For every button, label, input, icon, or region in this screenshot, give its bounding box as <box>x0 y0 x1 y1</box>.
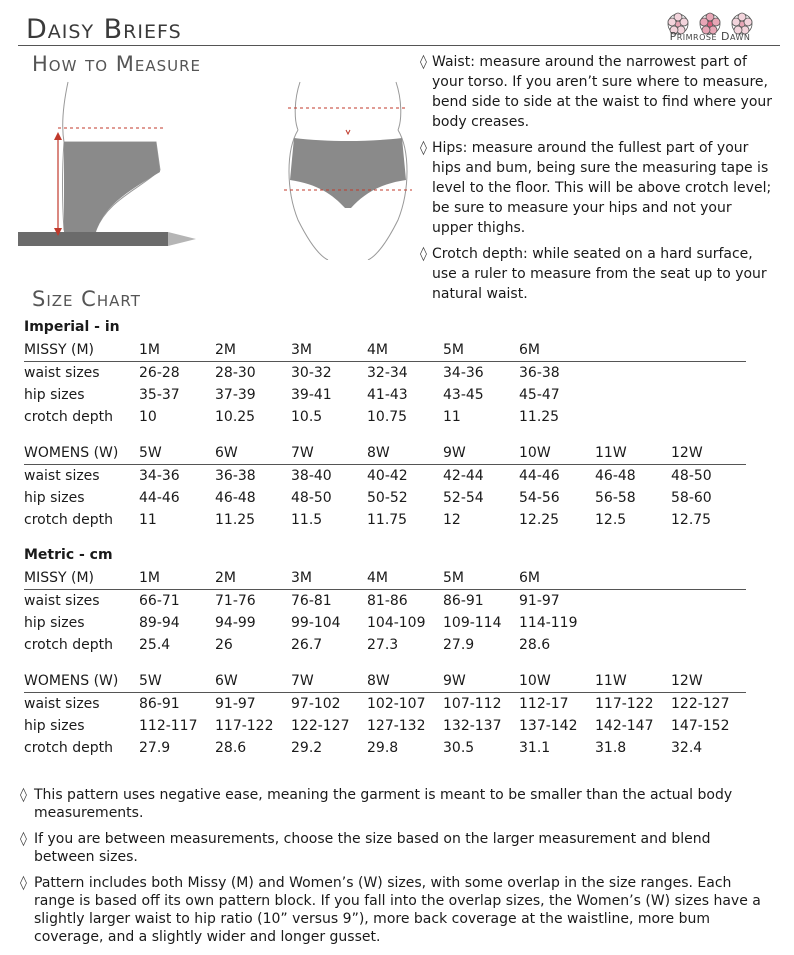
table-cell: 97-102 <box>291 696 341 712</box>
table-cell: 11.25 <box>215 512 256 528</box>
table-cell: 54-56 <box>519 490 560 506</box>
size-label: 5M <box>443 342 464 358</box>
table-cell: 10.75 <box>367 409 408 425</box>
size-label: 12W <box>671 673 703 689</box>
note-item <box>20 786 772 822</box>
table-header-row <box>24 442 746 465</box>
size-label: 9W <box>443 445 466 461</box>
table-cell: 10.5 <box>291 409 323 425</box>
imperial-missy-table <box>24 339 746 428</box>
size-label: 11W <box>595 673 627 689</box>
table-cell: 132-137 <box>443 718 502 734</box>
table-cell: 11 <box>139 512 157 528</box>
table-cell: 71-76 <box>215 593 256 609</box>
table-row <box>24 590 746 612</box>
table-cell: 39-41 <box>291 387 332 403</box>
table-cell: 26 <box>215 637 233 653</box>
size-label: 6M <box>519 570 540 586</box>
table-cell: 107-112 <box>443 696 502 712</box>
row-label: waist sizes <box>24 468 100 484</box>
table-cell: 12.75 <box>671 512 712 528</box>
table-cell: 31.1 <box>519 740 551 756</box>
imperial-womens-table <box>24 442 746 531</box>
table-header-row <box>24 670 746 693</box>
size-label: 9W <box>443 673 466 689</box>
table-cell: 43-45 <box>443 387 484 403</box>
table-cell: 32-34 <box>367 365 408 381</box>
table-cell: 12.5 <box>595 512 627 528</box>
size-label: 8W <box>367 445 390 461</box>
size-label: 10W <box>519 445 551 461</box>
table-cell: 28-30 <box>215 365 256 381</box>
table-cell: 11 <box>443 409 461 425</box>
size-label: 4M <box>367 570 388 586</box>
size-label: 11W <box>595 445 627 461</box>
pattern-notes <box>20 786 772 954</box>
diamond-icon: ◊ <box>20 831 27 847</box>
table-cell: 26.7 <box>291 637 323 653</box>
size-label: 7W <box>291 445 314 461</box>
table-cell: 46-48 <box>215 490 256 506</box>
row-label: hip sizes <box>24 615 85 631</box>
table-cell: 117-122 <box>595 696 654 712</box>
instruction-hips <box>420 138 776 238</box>
table-row <box>24 487 746 509</box>
note-item <box>20 830 772 866</box>
table-cell: 46-48 <box>595 468 636 484</box>
table-cell: 147-152 <box>671 718 730 734</box>
range-label: WOMENS (W) <box>24 445 119 461</box>
table-row <box>24 384 746 406</box>
diamond-icon: ◊ <box>420 246 427 262</box>
table-cell: 32.4 <box>671 740 703 756</box>
table-row <box>24 693 746 715</box>
table-row <box>24 715 746 737</box>
row-label: crotch depth <box>24 512 113 528</box>
table-row <box>24 509 746 531</box>
table-cell: 11.5 <box>291 512 323 528</box>
size-label: 3M <box>291 570 312 586</box>
table-cell: 104-109 <box>367 615 426 631</box>
row-label: crotch depth <box>24 740 113 756</box>
row-label: waist sizes <box>24 365 100 381</box>
table-cell: 56-58 <box>595 490 636 506</box>
front-view-figure <box>284 82 412 260</box>
table-cell: 142-147 <box>595 718 654 734</box>
row-label: hip sizes <box>24 387 85 403</box>
table-cell: 31.8 <box>595 740 627 756</box>
size-label: 6W <box>215 673 238 689</box>
instruction-text: Crotch depth: while seated on a hard surface, use a ruler to measure from the seat up to your natural waist. <box>432 246 767 302</box>
table-cell: 117-122 <box>215 718 274 734</box>
measure-instructions <box>420 52 776 310</box>
size-label: 6W <box>215 445 238 461</box>
table-cell: 50-52 <box>367 490 408 506</box>
range-label: MISSY (M) <box>24 570 94 586</box>
table-cell: 12 <box>443 512 461 528</box>
note-text: If you are between measurements, choose the size based on the larger measurement and blend between sizes. <box>34 831 711 865</box>
table-cell: 102-107 <box>367 696 426 712</box>
table-cell: 27.3 <box>367 637 399 653</box>
range-label: WOMENS (W) <box>24 673 119 689</box>
table-cell: 34-36 <box>443 365 484 381</box>
row-label: crotch depth <box>24 409 113 425</box>
table-row <box>24 465 746 487</box>
table-cell: 86-91 <box>139 696 180 712</box>
table-cell: 112-117 <box>139 718 198 734</box>
table-cell: 11.75 <box>367 512 408 528</box>
range-label: MISSY (M) <box>24 342 94 358</box>
size-label: 6M <box>519 342 540 358</box>
diamond-icon: ◊ <box>20 875 27 891</box>
table-cell: 35-37 <box>139 387 180 403</box>
table-cell: 27.9 <box>443 637 475 653</box>
table-cell: 52-54 <box>443 490 484 506</box>
size-label: 1M <box>139 342 160 358</box>
metric-womens-table <box>24 670 746 759</box>
note-text: Pattern includes both Missy (M) and Women’s (W) sizes, with some overlap in the size ranges. Each range is based off its own pattern block. If you fall into the overlap sizes, the Women’s (W) sizes have a slightly larger waist to hip ratio (10” versus 9”), more back coverage at the waistline, more bum coverage, and a slightly wider and longer gusset. <box>34 875 761 945</box>
size-label: 12W <box>671 445 703 461</box>
table-row <box>24 362 746 384</box>
size-label: 5W <box>139 673 162 689</box>
table-cell: 48-50 <box>291 490 332 506</box>
table-cell: 45-47 <box>519 387 560 403</box>
instruction-waist <box>420 52 776 132</box>
table-cell: 66-71 <box>139 593 180 609</box>
size-label: 8W <box>367 673 390 689</box>
table-cell: 11.25 <box>519 409 560 425</box>
table-cell: 86-91 <box>443 593 484 609</box>
table-cell: 34-36 <box>139 468 180 484</box>
metric-missy-table <box>24 567 746 656</box>
size-label: 5M <box>443 570 464 586</box>
size-label: 7W <box>291 673 314 689</box>
table-cell: 37-39 <box>215 387 256 403</box>
size-label: 5W <box>139 445 162 461</box>
side-view-figure <box>18 82 196 246</box>
table-cell: 109-114 <box>443 615 502 631</box>
table-row <box>24 737 746 759</box>
table-cell: 10 <box>139 409 157 425</box>
size-chart-tables <box>24 317 746 773</box>
table-cell: 44-46 <box>519 468 560 484</box>
diamond-icon: ◊ <box>20 787 27 803</box>
imperial-label: Imperial - in <box>24 319 120 335</box>
size-label: 1M <box>139 570 160 586</box>
page-title: Daisy Briefs <box>26 14 182 45</box>
table-row <box>24 406 746 428</box>
instruction-text: Waist: measure around the narrowest part of your torso. If you aren’t sure where to measure, bend side to side at the waist to find where your body creases. <box>432 54 773 130</box>
size-label: 10W <box>519 673 551 689</box>
row-label: waist sizes <box>24 696 100 712</box>
size-label: 3M <box>291 342 312 358</box>
table-cell: 112-17 <box>519 696 569 712</box>
table-cell: 48-50 <box>671 468 712 484</box>
table-cell: 127-132 <box>367 718 426 734</box>
row-label: hip sizes <box>24 490 85 506</box>
brand-logo <box>650 4 770 50</box>
diamond-icon: ◊ <box>420 54 427 70</box>
table-cell: 44-46 <box>139 490 180 506</box>
table-cell: 41-43 <box>367 387 408 403</box>
table-cell: 28.6 <box>215 740 247 756</box>
size-label: 4M <box>367 342 388 358</box>
note-text: This pattern uses negative ease, meaning the garment is meant to be smaller than the actual body measurements. <box>34 787 733 821</box>
table-cell: 38-40 <box>291 468 332 484</box>
table-cell: 26-28 <box>139 365 180 381</box>
table-cell: 114-119 <box>519 615 578 631</box>
note-item <box>20 874 772 946</box>
table-header-row <box>24 339 746 362</box>
size-chart-heading: Size Chart <box>32 287 141 311</box>
table-cell: 76-81 <box>291 593 332 609</box>
diamond-icon: ◊ <box>420 140 427 156</box>
instruction-text: Hips: measure around the fullest part of your hips and bum, being sure the measuring tape is level to the floor. This will be above crotch level; be sure to measure your hips and not your upper thighs. <box>432 140 772 236</box>
row-label: hip sizes <box>24 718 85 734</box>
table-cell: 40-42 <box>367 468 408 484</box>
row-label: waist sizes <box>24 593 100 609</box>
table-cell: 91-97 <box>519 593 560 609</box>
metric-label: Metric - cm <box>24 547 113 563</box>
table-row <box>24 634 746 656</box>
table-cell: 12.25 <box>519 512 560 528</box>
instruction-crotch <box>420 244 776 304</box>
table-cell: 42-44 <box>443 468 484 484</box>
table-header-row <box>24 567 746 590</box>
table-cell: 81-86 <box>367 593 408 609</box>
table-cell: 29.2 <box>291 740 323 756</box>
table-cell: 25.4 <box>139 637 171 653</box>
table-cell: 30-32 <box>291 365 332 381</box>
table-cell: 58-60 <box>671 490 712 506</box>
size-label: 2M <box>215 342 236 358</box>
table-cell: 29.8 <box>367 740 399 756</box>
table-cell: 10.25 <box>215 409 256 425</box>
table-cell: 30.5 <box>443 740 475 756</box>
table-cell: 137-142 <box>519 718 578 734</box>
table-cell: 99-104 <box>291 615 341 631</box>
row-label: crotch depth <box>24 637 113 653</box>
table-row <box>24 612 746 634</box>
table-cell: 91-97 <box>215 696 256 712</box>
measurement-illustration <box>18 80 418 260</box>
table-cell: 36-38 <box>519 365 560 381</box>
table-cell: 27.9 <box>139 740 171 756</box>
how-to-measure-heading: How to Measure <box>32 52 202 76</box>
size-label: 2M <box>215 570 236 586</box>
table-cell: 122-127 <box>671 696 730 712</box>
table-cell: 122-127 <box>291 718 350 734</box>
table-cell: 28.6 <box>519 637 551 653</box>
table-cell: 36-38 <box>215 468 256 484</box>
brand-name: Primrose Dawn <box>669 30 751 43</box>
table-cell: 89-94 <box>139 615 180 631</box>
table-cell: 94-99 <box>215 615 256 631</box>
